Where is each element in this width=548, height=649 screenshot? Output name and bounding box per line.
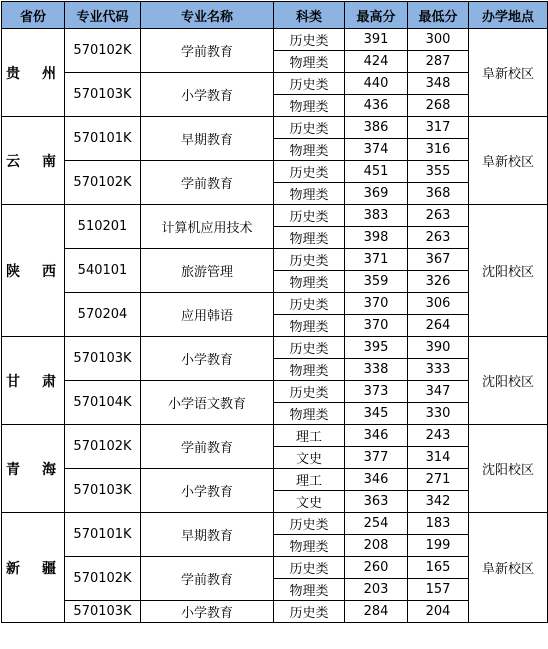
header-province: 省份: [2, 2, 65, 29]
major-name-cell: 早期教育: [141, 117, 274, 161]
table-row: [2, 73, 548, 95]
major-name-cell: 学前教育: [141, 557, 274, 601]
table-row: [2, 557, 548, 579]
major-name-cell: 小学教育: [141, 73, 274, 117]
major-code-cell: 570102K: [65, 425, 141, 469]
max-score-cell: 346: [345, 469, 408, 491]
max-score-cell: 386: [345, 117, 408, 139]
subject-cell: 物理类: [274, 535, 345, 557]
max-score-cell: 391: [345, 29, 408, 51]
major-code-cell: 570103K: [65, 337, 141, 381]
campus-cell: 沈阳校区: [469, 425, 548, 513]
campus-cell: 阜新校区: [469, 117, 548, 205]
min-score-cell: 330: [408, 403, 469, 425]
max-score-cell: 440: [345, 73, 408, 95]
major-name-cell: 小学教育: [141, 601, 274, 623]
min-score-cell: 263: [408, 227, 469, 249]
campus-cell: 阜新校区: [469, 29, 548, 117]
major-name-cell: 学前教育: [141, 161, 274, 205]
admission-score-table: [1, 1, 548, 623]
subject-cell: 物理类: [274, 227, 345, 249]
major-code-cell: 570204: [65, 293, 141, 337]
min-score-cell: 333: [408, 359, 469, 381]
min-score-cell: 271: [408, 469, 469, 491]
subject-cell: 历史类: [274, 117, 345, 139]
major-name-cell: 学前教育: [141, 425, 274, 469]
max-score-cell: 398: [345, 227, 408, 249]
major-code-cell: 570102K: [65, 161, 141, 205]
table-row: [2, 249, 548, 271]
header-major-name: 专业名称: [141, 2, 274, 29]
min-score-cell: 268: [408, 95, 469, 117]
subject-cell: 物理类: [274, 139, 345, 161]
subject-cell: 历史类: [274, 293, 345, 315]
major-name-cell: 计算机应用技术: [141, 205, 274, 249]
table-row: [2, 601, 548, 623]
major-name-cell: 小学教育: [141, 337, 274, 381]
max-score-cell: 370: [345, 293, 408, 315]
header-campus: 办学地点: [469, 2, 548, 29]
campus-cell: 沈阳校区: [469, 337, 548, 425]
table-body: [2, 29, 548, 623]
subject-cell: 理工: [274, 425, 345, 447]
header-max-score: 最高分: [345, 2, 408, 29]
header-row: [2, 2, 548, 29]
min-score-cell: 264: [408, 315, 469, 337]
min-score-cell: 317: [408, 117, 469, 139]
major-code-cell: 570101K: [65, 117, 141, 161]
major-code-cell: 570104K: [65, 381, 141, 425]
max-score-cell: 346: [345, 425, 408, 447]
table-row: [2, 469, 548, 491]
subject-cell: 历史类: [274, 337, 345, 359]
header-min-score: 最低分: [408, 2, 469, 29]
min-score-cell: 287: [408, 51, 469, 73]
table-row: [2, 381, 548, 403]
table-row: [2, 513, 548, 535]
max-score-cell: 359: [345, 271, 408, 293]
major-name-cell: 小学语文教育: [141, 381, 274, 425]
subject-cell: 历史类: [274, 381, 345, 403]
min-score-cell: 316: [408, 139, 469, 161]
subject-cell: 物理类: [274, 579, 345, 601]
min-score-cell: 204: [408, 601, 469, 623]
province-cell: 陕 西: [2, 205, 65, 337]
table-row: [2, 205, 548, 227]
major-name-cell: 旅游管理: [141, 249, 274, 293]
subject-cell: 物理类: [274, 315, 345, 337]
table-row: [2, 337, 548, 359]
major-code-cell: 570102K: [65, 557, 141, 601]
min-score-cell: 390: [408, 337, 469, 359]
max-score-cell: 260: [345, 557, 408, 579]
subject-cell: 文史: [274, 491, 345, 513]
min-score-cell: 367: [408, 249, 469, 271]
subject-cell: 物理类: [274, 95, 345, 117]
subject-cell: 物理类: [274, 359, 345, 381]
max-score-cell: 373: [345, 381, 408, 403]
major-name-cell: 应用韩语: [141, 293, 274, 337]
min-score-cell: 165: [408, 557, 469, 579]
min-score-cell: 157: [408, 579, 469, 601]
province-cell: 新 疆: [2, 513, 65, 623]
min-score-cell: 347: [408, 381, 469, 403]
min-score-cell: 342: [408, 491, 469, 513]
max-score-cell: 254: [345, 513, 408, 535]
subject-cell: 历史类: [274, 73, 345, 95]
major-code-cell: 570103K: [65, 601, 141, 623]
subject-cell: 历史类: [274, 29, 345, 51]
major-name-cell: 学前教育: [141, 29, 274, 73]
min-score-cell: 355: [408, 161, 469, 183]
min-score-cell: 183: [408, 513, 469, 535]
header-major-code: 专业代码: [65, 2, 141, 29]
major-name-cell: 早期教育: [141, 513, 274, 557]
table-row: [2, 117, 548, 139]
province-cell: 云 南: [2, 117, 65, 205]
major-code-cell: 510201: [65, 205, 141, 249]
max-score-cell: 436: [345, 95, 408, 117]
subject-cell: 历史类: [274, 601, 345, 623]
major-code-cell: 570101K: [65, 513, 141, 557]
table-row: [2, 425, 548, 447]
province-cell: 甘 肃: [2, 337, 65, 425]
max-score-cell: 374: [345, 139, 408, 161]
max-score-cell: 424: [345, 51, 408, 73]
min-score-cell: 306: [408, 293, 469, 315]
subject-cell: 物理类: [274, 403, 345, 425]
max-score-cell: 345: [345, 403, 408, 425]
max-score-cell: 383: [345, 205, 408, 227]
max-score-cell: 370: [345, 315, 408, 337]
major-code-cell: 570103K: [65, 469, 141, 513]
max-score-cell: 377: [345, 447, 408, 469]
min-score-cell: 300: [408, 29, 469, 51]
province-cell: 青 海: [2, 425, 65, 513]
subject-cell: 历史类: [274, 557, 345, 579]
table-row: [2, 161, 548, 183]
table-row: [2, 29, 548, 51]
max-score-cell: 369: [345, 183, 408, 205]
min-score-cell: 263: [408, 205, 469, 227]
min-score-cell: 314: [408, 447, 469, 469]
major-code-cell: 570103K: [65, 73, 141, 117]
max-score-cell: 395: [345, 337, 408, 359]
max-score-cell: 284: [345, 601, 408, 623]
min-score-cell: 243: [408, 425, 469, 447]
campus-cell: 阜新校区: [469, 513, 548, 623]
major-name-cell: 小学教育: [141, 469, 274, 513]
subject-cell: 物理类: [274, 51, 345, 73]
subject-cell: 物理类: [274, 271, 345, 293]
max-score-cell: 208: [345, 535, 408, 557]
max-score-cell: 363: [345, 491, 408, 513]
max-score-cell: 203: [345, 579, 408, 601]
header-subject: 科类: [274, 2, 345, 29]
min-score-cell: 326: [408, 271, 469, 293]
subject-cell: 物理类: [274, 183, 345, 205]
min-score-cell: 348: [408, 73, 469, 95]
max-score-cell: 451: [345, 161, 408, 183]
subject-cell: 历史类: [274, 205, 345, 227]
major-code-cell: 540101: [65, 249, 141, 293]
max-score-cell: 371: [345, 249, 408, 271]
subject-cell: 理工: [274, 469, 345, 491]
subject-cell: 历史类: [274, 513, 345, 535]
subject-cell: 历史类: [274, 161, 345, 183]
major-code-cell: 570102K: [65, 29, 141, 73]
campus-cell: 沈阳校区: [469, 205, 548, 337]
min-score-cell: 199: [408, 535, 469, 557]
max-score-cell: 338: [345, 359, 408, 381]
subject-cell: 文史: [274, 447, 345, 469]
province-cell: 贵 州: [2, 29, 65, 117]
table-row: [2, 293, 548, 315]
min-score-cell: 368: [408, 183, 469, 205]
subject-cell: 历史类: [274, 249, 345, 271]
